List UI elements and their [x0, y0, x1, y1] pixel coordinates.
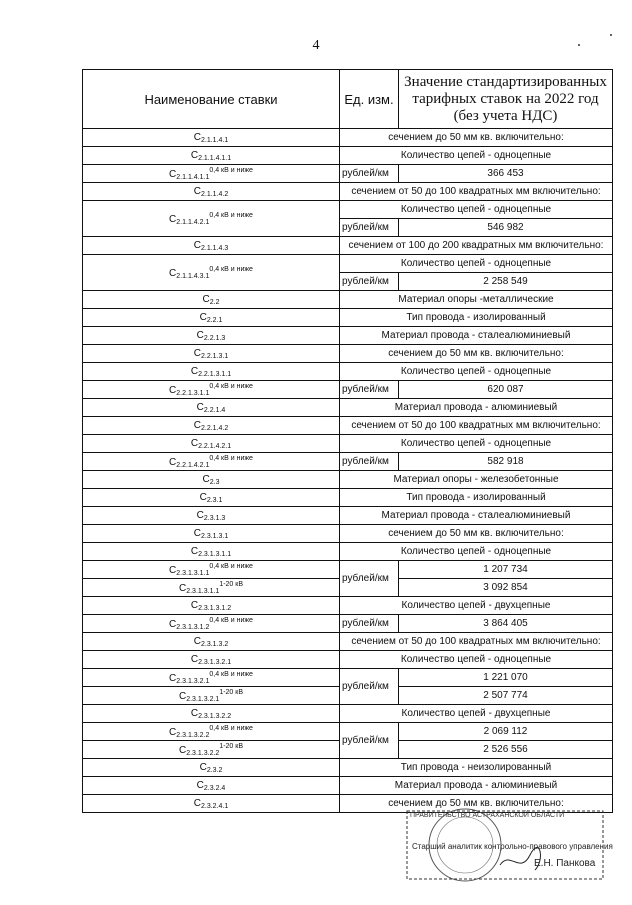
- value-cell: 2 258 549: [399, 273, 613, 291]
- value-cell: 1 221 070: [399, 669, 613, 687]
- stamp-signer-name: Е.Н. Панкова: [534, 858, 596, 869]
- table-row: [83, 669, 613, 687]
- rate-code-index: 2.2.1.4: [203, 406, 226, 414]
- value-cell: 2 526 556: [399, 741, 613, 759]
- rate-code: [83, 705, 340, 723]
- table-body: [83, 129, 613, 813]
- rate-code-index: 2.1.1.4.1.1: [198, 154, 232, 162]
- table-row: [83, 561, 613, 579]
- rate-code: [83, 291, 340, 309]
- rate-code: [83, 777, 340, 795]
- table-row: [83, 507, 613, 525]
- rate-code-index: 2.3.1.3.2.1: [186, 695, 220, 703]
- table-row: [83, 471, 613, 489]
- rate-code-letter: C: [169, 168, 177, 180]
- table-row: [83, 147, 613, 165]
- row-description: Количество цепей - одноцепные: [340, 201, 613, 219]
- rate-code: [83, 237, 340, 255]
- rate-code-letter: C: [196, 329, 204, 341]
- rate-code: [83, 543, 340, 561]
- row-description: сечением от 50 до 100 квадратных мм включительно:: [340, 183, 613, 201]
- rate-code: [83, 435, 340, 453]
- rate-code-index: 2.3.1.3.2.2: [198, 712, 232, 720]
- row-description: Количество цепей - одноцепные: [340, 435, 613, 453]
- rate-code-index: 2.3.1.3: [203, 514, 226, 522]
- rate-code-index: 2.1.1.4.3: [200, 244, 229, 252]
- rate-code-voltage: 0,4 кВ и ниже: [209, 562, 253, 570]
- rate-code-letter: C: [193, 131, 201, 143]
- table-row: [83, 309, 613, 327]
- page-number: 4: [312, 38, 320, 53]
- rate-code-letter: C: [190, 437, 199, 449]
- table-row: [83, 381, 613, 399]
- row-description: сечением до 50 мм кв. включительно:: [340, 795, 613, 813]
- rate-code-letter: C: [169, 672, 177, 684]
- header-name: Наименование ставки: [83, 70, 340, 129]
- rate-code-letter: C: [196, 401, 204, 413]
- row-description: Количество цепей - одноцепные: [340, 651, 613, 669]
- value-cell: 2 507 774: [399, 687, 613, 705]
- rate-code-letter: C: [178, 744, 187, 756]
- rate-code: [83, 399, 340, 417]
- table-row: [83, 291, 613, 309]
- rate-code-index: 2.3.1.3.1: [200, 532, 229, 540]
- rate-code-letter: C: [190, 653, 199, 665]
- unit-cell: рублей/км: [340, 615, 399, 633]
- rate-code-letter: C: [169, 726, 177, 738]
- rate-code-letter: C: [169, 267, 177, 279]
- rate-code: [83, 579, 340, 597]
- rate-code-voltage: 1-20 кВ: [219, 688, 243, 696]
- rate-code-letter: C: [193, 635, 201, 647]
- rate-code-letter: C: [193, 185, 201, 197]
- unit-cell: рублей/км: [340, 561, 399, 597]
- table-row: [83, 525, 613, 543]
- stamp-org-line: ПРАВИТЕЛЬСТВО АСТРАХАНСКОЙ ОБЛАСТИ: [410, 812, 565, 819]
- rate-code-letter: C: [169, 213, 177, 225]
- table-row: [83, 597, 613, 615]
- table-row: [83, 165, 613, 183]
- rate-code-letter: C: [196, 779, 204, 791]
- rate-code-index: 2.1.1.4.1: [200, 136, 229, 144]
- rate-code-letter: C: [193, 527, 201, 539]
- table-row: [83, 417, 613, 435]
- unit-cell: рублей/км: [340, 669, 399, 705]
- row-description: Материал опоры -металлические: [340, 291, 613, 309]
- rate-code: [83, 759, 340, 777]
- rate-code: [83, 525, 340, 543]
- rate-code-index: 2.3.1.3.1.2: [198, 604, 232, 612]
- scan-speck: [610, 34, 612, 36]
- row-description: Материал провода - алюминиевый: [340, 777, 613, 795]
- row-description: сечением до 50 мм кв. включительно:: [340, 525, 613, 543]
- rate-code-index: 2.1.1.4.2: [200, 190, 229, 198]
- row-description: Материал провода - сталеалюминиевый: [340, 327, 613, 345]
- rate-code-index: 2.2.1.3.1.1: [176, 389, 210, 397]
- row-description: Тип провода - изолированный: [340, 309, 613, 327]
- rate-code-letter: C: [202, 293, 210, 305]
- rate-code-letter: C: [169, 618, 177, 630]
- rate-code-letter: C: [202, 473, 210, 485]
- value-cell: 546 982: [399, 219, 613, 237]
- rate-code-voltage: 0,4 кВ и ниже: [209, 265, 253, 273]
- table-row: [83, 183, 613, 201]
- rate-code-index: 2.3: [209, 478, 220, 486]
- value-cell: 1 207 734: [399, 561, 613, 579]
- row-description: Количество цепей - двухцепные: [340, 597, 613, 615]
- rate-code-index: 2.3.1.3.2: [200, 640, 229, 648]
- header-unit: Ед. изм.: [340, 70, 399, 129]
- rate-code-index: 2.3.1.3.2.1: [176, 677, 210, 685]
- rate-code-voltage: 1-20 кВ: [219, 580, 243, 588]
- row-description: Количество цепей - одноцепные: [340, 363, 613, 381]
- rate-code-index: 2.2.1.3: [203, 334, 226, 342]
- table-row: [83, 255, 613, 273]
- row-description: сечением от 50 до 100 квадратных мм включительно:: [340, 417, 613, 435]
- rate-code-index: 2.3.1.3.2.2: [176, 731, 210, 739]
- rate-code: [83, 183, 340, 201]
- rate-code: [83, 147, 340, 165]
- table-row: [83, 723, 613, 741]
- rate-code-index: 2.3.2: [206, 766, 223, 774]
- rate-code: [83, 669, 340, 687]
- rate-code: [83, 615, 340, 633]
- rate-code-index: 2.2: [209, 298, 220, 306]
- rate-code-index: 2.3.1: [206, 496, 223, 504]
- rate-code-letter: C: [178, 690, 187, 702]
- table-row: [83, 201, 613, 219]
- rate-code-index: 2.3.1.3.1.1: [186, 587, 220, 595]
- rate-code-index: 2.2.1: [206, 316, 223, 324]
- table-row: [83, 399, 613, 417]
- rate-code: [83, 255, 340, 291]
- unit-cell: рублей/км: [340, 723, 399, 759]
- rate-code-voltage: 0,4 кВ и ниже: [209, 211, 253, 219]
- rate-code: [83, 345, 340, 363]
- rate-code-index: 2.2.1.4.2.1: [176, 461, 210, 469]
- table-row: [83, 705, 613, 723]
- value-cell: 620 087: [399, 381, 613, 399]
- table-row: [83, 777, 613, 795]
- rate-code: [83, 633, 340, 651]
- unit-cell: рублей/км: [340, 381, 399, 399]
- rate-code-letter: C: [190, 599, 199, 611]
- scan-speck: [578, 44, 580, 46]
- rate-code: [83, 651, 340, 669]
- table-row: [83, 363, 613, 381]
- rate-code: [83, 453, 340, 471]
- header-value: Значение стандартизированных тарифных ставок на 2022 год (без учета НДС): [399, 70, 613, 129]
- rate-code-letter: C: [190, 149, 199, 161]
- table-row: [83, 345, 613, 363]
- row-description: Материал провода - алюминиевый: [340, 399, 613, 417]
- table-row: [83, 129, 613, 147]
- rate-code-letter: C: [193, 347, 201, 359]
- rate-code: [83, 381, 340, 399]
- rate-code-letter: C: [190, 707, 199, 719]
- table-row: [83, 327, 613, 345]
- row-description: Тип провода - изолированный: [340, 489, 613, 507]
- table-row: [83, 453, 613, 471]
- rate-code-voltage: 0,4 кВ и ниже: [209, 454, 253, 462]
- unit-cell: рублей/км: [340, 165, 399, 183]
- rate-code-letter: C: [193, 419, 201, 431]
- unit-cell: рублей/км: [340, 219, 399, 237]
- rate-code: [83, 795, 340, 813]
- rate-code: [83, 741, 340, 759]
- row-description: Материал опоры - железобетонные: [340, 471, 613, 489]
- rate-code-index: 2.2.1.4.2: [200, 424, 229, 432]
- rate-code-letter: C: [190, 365, 199, 377]
- rate-code-voltage: 1-20 кВ: [219, 742, 243, 750]
- rate-code-index: 2.3.1.3.2.1: [198, 658, 232, 666]
- rate-code-index: 2.3.2.4.1: [200, 802, 229, 810]
- rate-code: [83, 201, 340, 237]
- table-row: [83, 759, 613, 777]
- table-row: [83, 543, 613, 561]
- rate-code-letter: C: [190, 545, 199, 557]
- rate-code: [83, 489, 340, 507]
- rate-code: [83, 507, 340, 525]
- rate-code-letter: C: [169, 384, 177, 396]
- row-description: сечением от 100 до 200 квадратных мм включительно:: [340, 237, 613, 255]
- rate-code: [83, 597, 340, 615]
- rate-code: [83, 165, 340, 183]
- rate-code-letter: C: [199, 491, 207, 503]
- rate-code-voltage: 0,4 кВ и ниже: [209, 382, 253, 390]
- rate-code-voltage: 0,4 кВ и ниже: [209, 724, 253, 732]
- rate-code: [83, 363, 340, 381]
- row-description: сечением до 50 мм кв. включительно:: [340, 345, 613, 363]
- rate-code-letter: C: [178, 582, 187, 594]
- stamp-position-line: Старший аналитик контрольно-правового управления: [412, 842, 613, 851]
- rate-code: [83, 471, 340, 489]
- unit-cell: рублей/км: [340, 453, 399, 471]
- table-row: [83, 633, 613, 651]
- row-description: Количество цепей - одноцепные: [340, 255, 613, 273]
- rate-code: [83, 327, 340, 345]
- rate-code-letter: C: [169, 564, 177, 576]
- row-description: Тип провода - неизолированный: [340, 759, 613, 777]
- rate-code-index: 2.3.1.3.1.1: [176, 569, 210, 577]
- rate-code-index: 2.2.1.4.2.1: [198, 442, 232, 450]
- rate-code: [83, 417, 340, 435]
- rate-code-letter: C: [199, 761, 207, 773]
- rate-code: [83, 723, 340, 741]
- row-description: сечением от 50 до 100 квадратных мм включительно:: [340, 633, 613, 651]
- rate-code: [83, 129, 340, 147]
- value-cell: 582 918: [399, 453, 613, 471]
- row-description: Количество цепей - одноцепные: [340, 147, 613, 165]
- rate-code-letter: C: [199, 311, 207, 323]
- rate-code-letter: C: [193, 797, 201, 809]
- rate-code-voltage: 0,4 кВ и ниже: [209, 616, 253, 624]
- row-description: Количество цепей - одноцепные: [340, 543, 613, 561]
- rate-code: [83, 687, 340, 705]
- row-description: сечением до 50 мм кв. включительно:: [340, 129, 613, 147]
- tariff-rates-table: [82, 69, 613, 813]
- rate-code: [83, 561, 340, 579]
- rate-code-index: 2.3.2.4: [203, 784, 226, 792]
- value-cell: 3 092 854: [399, 579, 613, 597]
- rate-code-index: 2.3.1.3.2.2: [186, 749, 220, 757]
- rate-code-letter: C: [193, 239, 201, 251]
- rate-code-index: 2.2.1.3.1: [200, 352, 229, 360]
- rate-code-index: 2.1.1.4.2.1: [176, 218, 210, 226]
- table-row: [83, 489, 613, 507]
- rate-code-letter: C: [169, 456, 177, 468]
- value-cell: 2 069 112: [399, 723, 613, 741]
- rate-code-index: 2.3.1.3.1.1: [198, 550, 232, 558]
- rate-code-index: 2.1.1.4.1.1: [176, 173, 210, 181]
- value-cell: 366 453: [399, 165, 613, 183]
- rate-code-index: 2.3.1.3.1.2: [176, 623, 210, 631]
- rate-code: [83, 309, 340, 327]
- row-description: Количество цепей - двухцепные: [340, 705, 613, 723]
- table-row: [83, 651, 613, 669]
- unit-cell: рублей/км: [340, 273, 399, 291]
- rate-code-voltage: 0,4 кВ и ниже: [209, 670, 253, 678]
- rate-code-voltage: 0,4 кВ и ниже: [209, 166, 253, 174]
- table-header-row: [83, 70, 613, 129]
- table-row: [83, 237, 613, 255]
- value-cell: 3 864 405: [399, 615, 613, 633]
- rate-code-index: 2.1.1.4.3.1: [176, 272, 210, 280]
- rate-code-index: 2.2.1.3.1.1: [198, 370, 232, 378]
- row-description: Материал провода - сталеалюминиевый: [340, 507, 613, 525]
- rate-code-letter: C: [196, 509, 204, 521]
- table-row: [83, 615, 613, 633]
- table-row: [83, 435, 613, 453]
